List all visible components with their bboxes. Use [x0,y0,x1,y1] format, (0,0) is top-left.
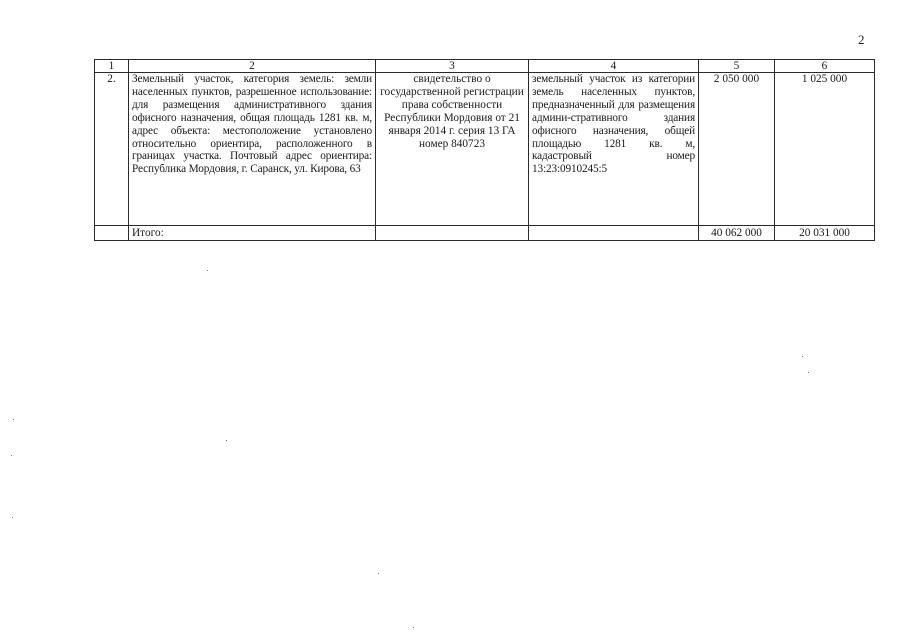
ownership-document: свидетельство о государственной регистрации права собственности Республики Мордовия от 21 января 2014 г. серия 13 ГА номер 840723 [376,73,529,226]
column-number: 1 [95,60,129,73]
column-number: 6 [775,60,875,73]
total-empty-cell [376,226,529,241]
scan-speck [11,455,12,456]
page-number: 2 [858,32,865,47]
scan-speck [808,372,809,373]
row-index: 2. [95,73,129,226]
total-value-column-5: 40 062 000 [699,226,775,241]
column-number-row [95,60,875,73]
property-description: Земельный участок, категория земель: земли населенных пунктов, разрешенное использование: для размещения административного здания офисного назначения, общая площадь 1281 кв. м, адрес объекта: местоположение установлено относительно ориентира, расположенного в границах участка. Почтовый адрес ориентира: Республика Мордовия, г. Саранск, ул. Кирова, 63 [129,73,376,226]
total-empty-cell [95,226,129,241]
scan-speck [802,356,803,357]
property-table [94,59,875,241]
column-number: 4 [529,60,699,73]
scan-speck [413,627,414,628]
table-row [95,73,875,226]
total-value-column-6: 20 031 000 [775,226,875,241]
scan-speck [12,517,13,518]
total-label: Итого: [129,226,376,241]
property-details: земельный участок из категории земель населенных пунктов, предназначенный для размещения админи-стративного здания офисного назначения, общей площадью 1281 кв. м, кадастровый номер 13:23:0910245:5 [529,73,699,226]
scan-speck [13,419,14,420]
column-number: 5 [699,60,775,73]
column-number: 3 [376,60,529,73]
value-column-6: 1 025 000 [775,73,875,226]
scan-speck [378,573,379,574]
total-empty-cell [529,226,699,241]
value-column-5: 2 050 000 [699,73,775,226]
column-number: 2 [129,60,376,73]
scan-speck [226,440,227,441]
total-row [95,226,875,241]
scan-speck [207,270,208,271]
